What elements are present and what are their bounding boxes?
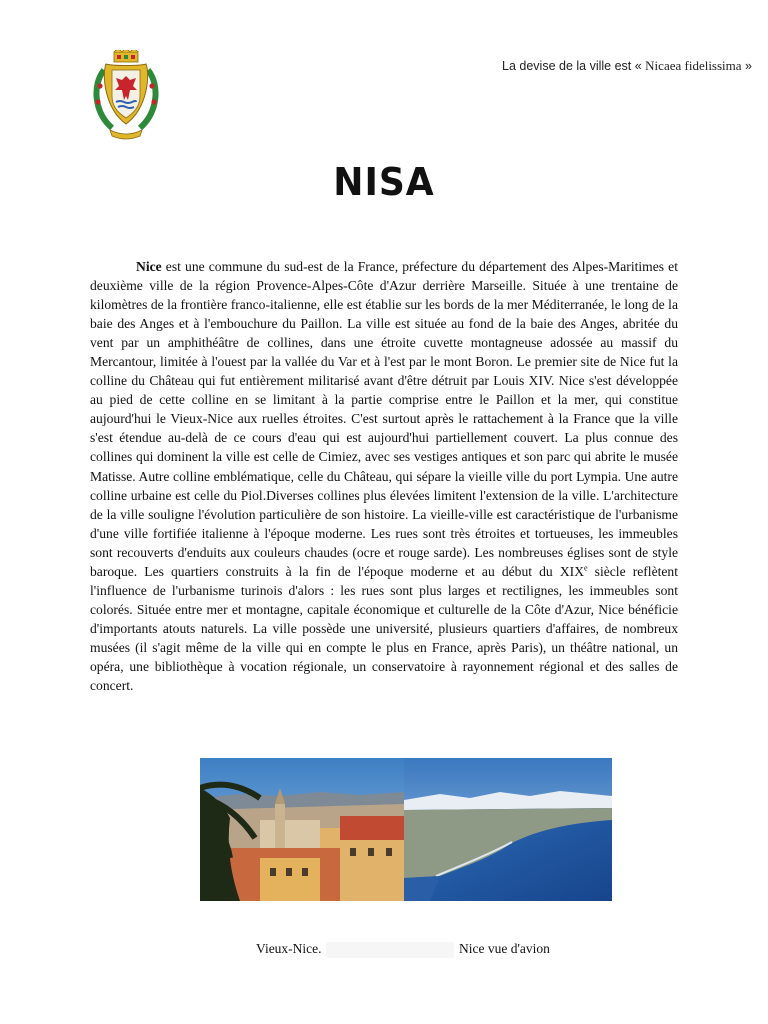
photo-strip xyxy=(200,758,612,901)
page-title: NISA xyxy=(333,160,435,204)
caption-aerial-view: Nice vue d'avion xyxy=(459,941,550,956)
century-superscript: e xyxy=(584,563,588,573)
vieux-nice-photo xyxy=(200,758,404,901)
paragraph-lead-word: Nice xyxy=(136,259,162,274)
paragraph-text-part1: est une commune du sud-est de la France, préfecture du département des Alpes-Maritimes et deuxième ville de la région Provence-Alpes-Côte d'Azur derrière Marseille. Située à une trentaine de kilomètres de la frontière franco-italienne, elle est établie sur les bords de la mer Méditerranée, le long de la baie des Anges et à l'embouchure du Paillon. La ville est située au fond de la baie des Anges, abritée du vent par un amphithéâtre de collines, dans une étroite cuvette montagneuse adossée au massif du Mercantour, limitée à l'ouest par la vallée du Var et à l'est par le mont Boron. Le premier site de Nice fut la colline du Château qui fut entièrement militarisé avant d'être détruit par Louis XIV. Nice s'est développée au pied de cette colline en se limitant à la partie comprise entre le Paillon et la mer, qui constitue aujourd'hui le Vieux-Nice aux ruelles étroites. C'est surtout après le rattachement à la France que la ville s'est étendue au-delà de ce cours d'eau qui est aujourd'hui partiellement couvert. La plus connue des collines qui dominent la ville est celle de Cimiez, avec ses vestiges antiques et son parc qui abrite le musée Matisse. Autre colline emblématique, celle du Château, qui sépare la vieille ville du port Lympia. Une autre colline urbaine est celle du Piol.Diverses collines plus élevées limitent l'extension de la ville. L'architecture de la ville souligne l'évolution particulière de son histoire. La vieille-ville est caractéristique de l'urbanisme d'une ville fortifiée italienne à l'époque moderne. Les rues sont très étroites et tortueuses, les immeubles sont recouverts d'enduits aux couleurs chaudes (ocre et rouge sarde). Les nombreuses églises sont de style baroque. Les quartiers construits à la fin de l'époque moderne et au début du xyxy=(90,259,678,579)
nice-coat-of-arms-icon xyxy=(90,50,162,140)
aerial-view-photo xyxy=(404,758,612,901)
motto-suffix: » xyxy=(741,59,752,73)
caption-vieux-nice: Vieux-Nice. xyxy=(256,941,322,956)
photo-captions xyxy=(0,941,768,959)
caption-spacer xyxy=(326,942,454,958)
paragraph-text-part2: siècle reflètent l'influence de l'urbanisme turinois d'alors : les rues sont plus larges et rectilignes, les immeubles sont colorés. Située entre mer et montagne, capitale économique et culturelle de la Côte d'Azur, Nice bénéficie d'importants atouts naturels. La ville possède une université, plusieurs quartiers d'affaires, de nombreux musées (il s'agit même de la ville qui en compte le plus en France, après Paris), un théâtre national, un opéra, une bibliothèque à vocation régionale, un conservatoire à rayonnement régional et des salles de concert. xyxy=(90,563,678,694)
city-motto xyxy=(502,58,752,74)
century-numeral: XIX xyxy=(559,563,585,579)
motto-latin: Nicaea fidelissima xyxy=(645,58,742,73)
article-paragraph xyxy=(90,257,678,695)
motto-prefix: La devise de la ville est « xyxy=(502,59,646,73)
